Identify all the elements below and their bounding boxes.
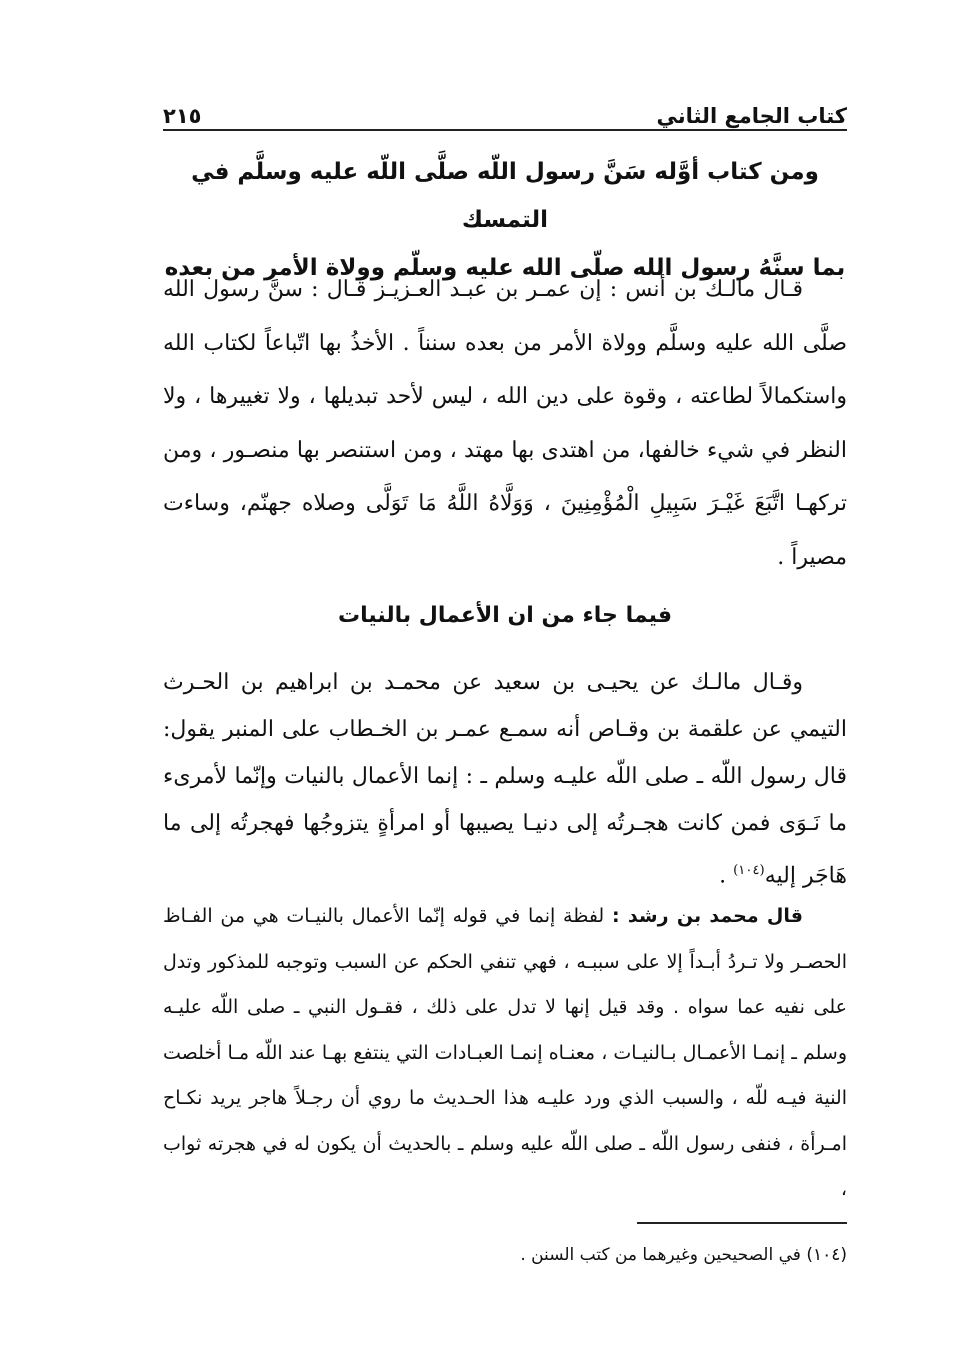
paragraph-1 [163,263,847,584]
footnote-rule [637,1222,847,1224]
chapter-title-line1: ومن كتاب أوَّله سَنَّ رسول اللّه صلَّى اللّه عليه وسلَّم في التمسك [191,159,819,233]
book-title: كتاب الجامع الثاني [656,104,847,128]
paragraph-2 [163,659,847,899]
page-number: ٢١٥ [163,104,202,128]
chapter-title-line2: بما سنَّهُ رسول الله صلّى الله عليه وسلّم وولاة الأمر من بعده [164,255,846,281]
paragraph-2-text: وقـال مالـك عن يحيـى بن سعيد عن محمـد بن ابراهيم بن الحـرث التيمي عن علقمة بن وقـاص أنه سمـع عمـر بن الخـطاب على المنبر يقول: قال رسول اللّه ـ صلى اللّه عليـه وسلم ـ : إنما الأعمال بالنيات وإنّما لأمرىء ما نَـوَى فمن كانت هجـرتُه إلى دنيـا يصيبها أو امرأةٍ يتزوجُها فهجرتُه إلى ما هَاجَر إليه [163,670,847,889]
paragraph-1-text: قـال مالـك بن أنس : إن عمـر بن عبـد العـزيـز قـال : سنَّ رسول الله صلَّى الله عليه وسلَّم وولاة الأمر من بعده سنناً . الأخذُ بها اتّباعاً لكتاب الله واستكمالاً لطاعته ، وقوة على دين الله ، ليس لأحد تبديلها ، ولا تغييرها ، ولا النظر في شيء خالفها، من اهتدى بها مهتد ، ومن استنصر بها منصـور ، ومن تركهـا اتَّبَعَ غَيْـرَ سَبِيلِ الْمُؤْمِنِينَ ، وَوَلَّاهُ اللَّهُ مَا تَوَلَّى وصلاه جهنّم، وساءت مصيراً . [163,277,847,570]
paragraph-2-end: . [719,863,734,889]
footnote-reference: (١٠٤) [733,863,765,878]
running-header [163,88,847,128]
commentary-lead: قال محمد بن رشد : [611,905,803,927]
footnote: (١٠٤) في الصحيحين وغيرهما من كتب السنن . [520,1245,847,1265]
header-rule [163,129,847,131]
paragraph-3-text: لفظة إنما في قوله إنّما الأعمال بالنيـات هي من الفـاظ الحصـر ولا تـردُ أبـداً إلا على سببـه ، فهي تنفي الحكم عن السبب وتوجبه للمذكور وتدل على نفيه عما سواه . وقد قيل إنها لا تدل على ذلك ، فقـول النبي ـ صلى اللّه عليـه وسلم ـ إنمـا الأعمـال بـالنيـات ، معنـاه إنمـا العبـادات التي ينتفع بهـا عند اللّه مـا أخلصت النية فيـه للّه ، والسبب الذي ورد عليـه هذا الحـديث ما روي أن رجـلاً هاجر يريد نكـاح امـرأة ، فنفى رسول اللّه ـ صلى اللّه عليه وسلم ـ بالحديث أن يكون له في هجرته ثواب ، [163,905,847,1200]
section-title: فيما جاء من ان الأعمال بالنيات [338,603,672,628]
paragraph-3 [163,894,847,1213]
